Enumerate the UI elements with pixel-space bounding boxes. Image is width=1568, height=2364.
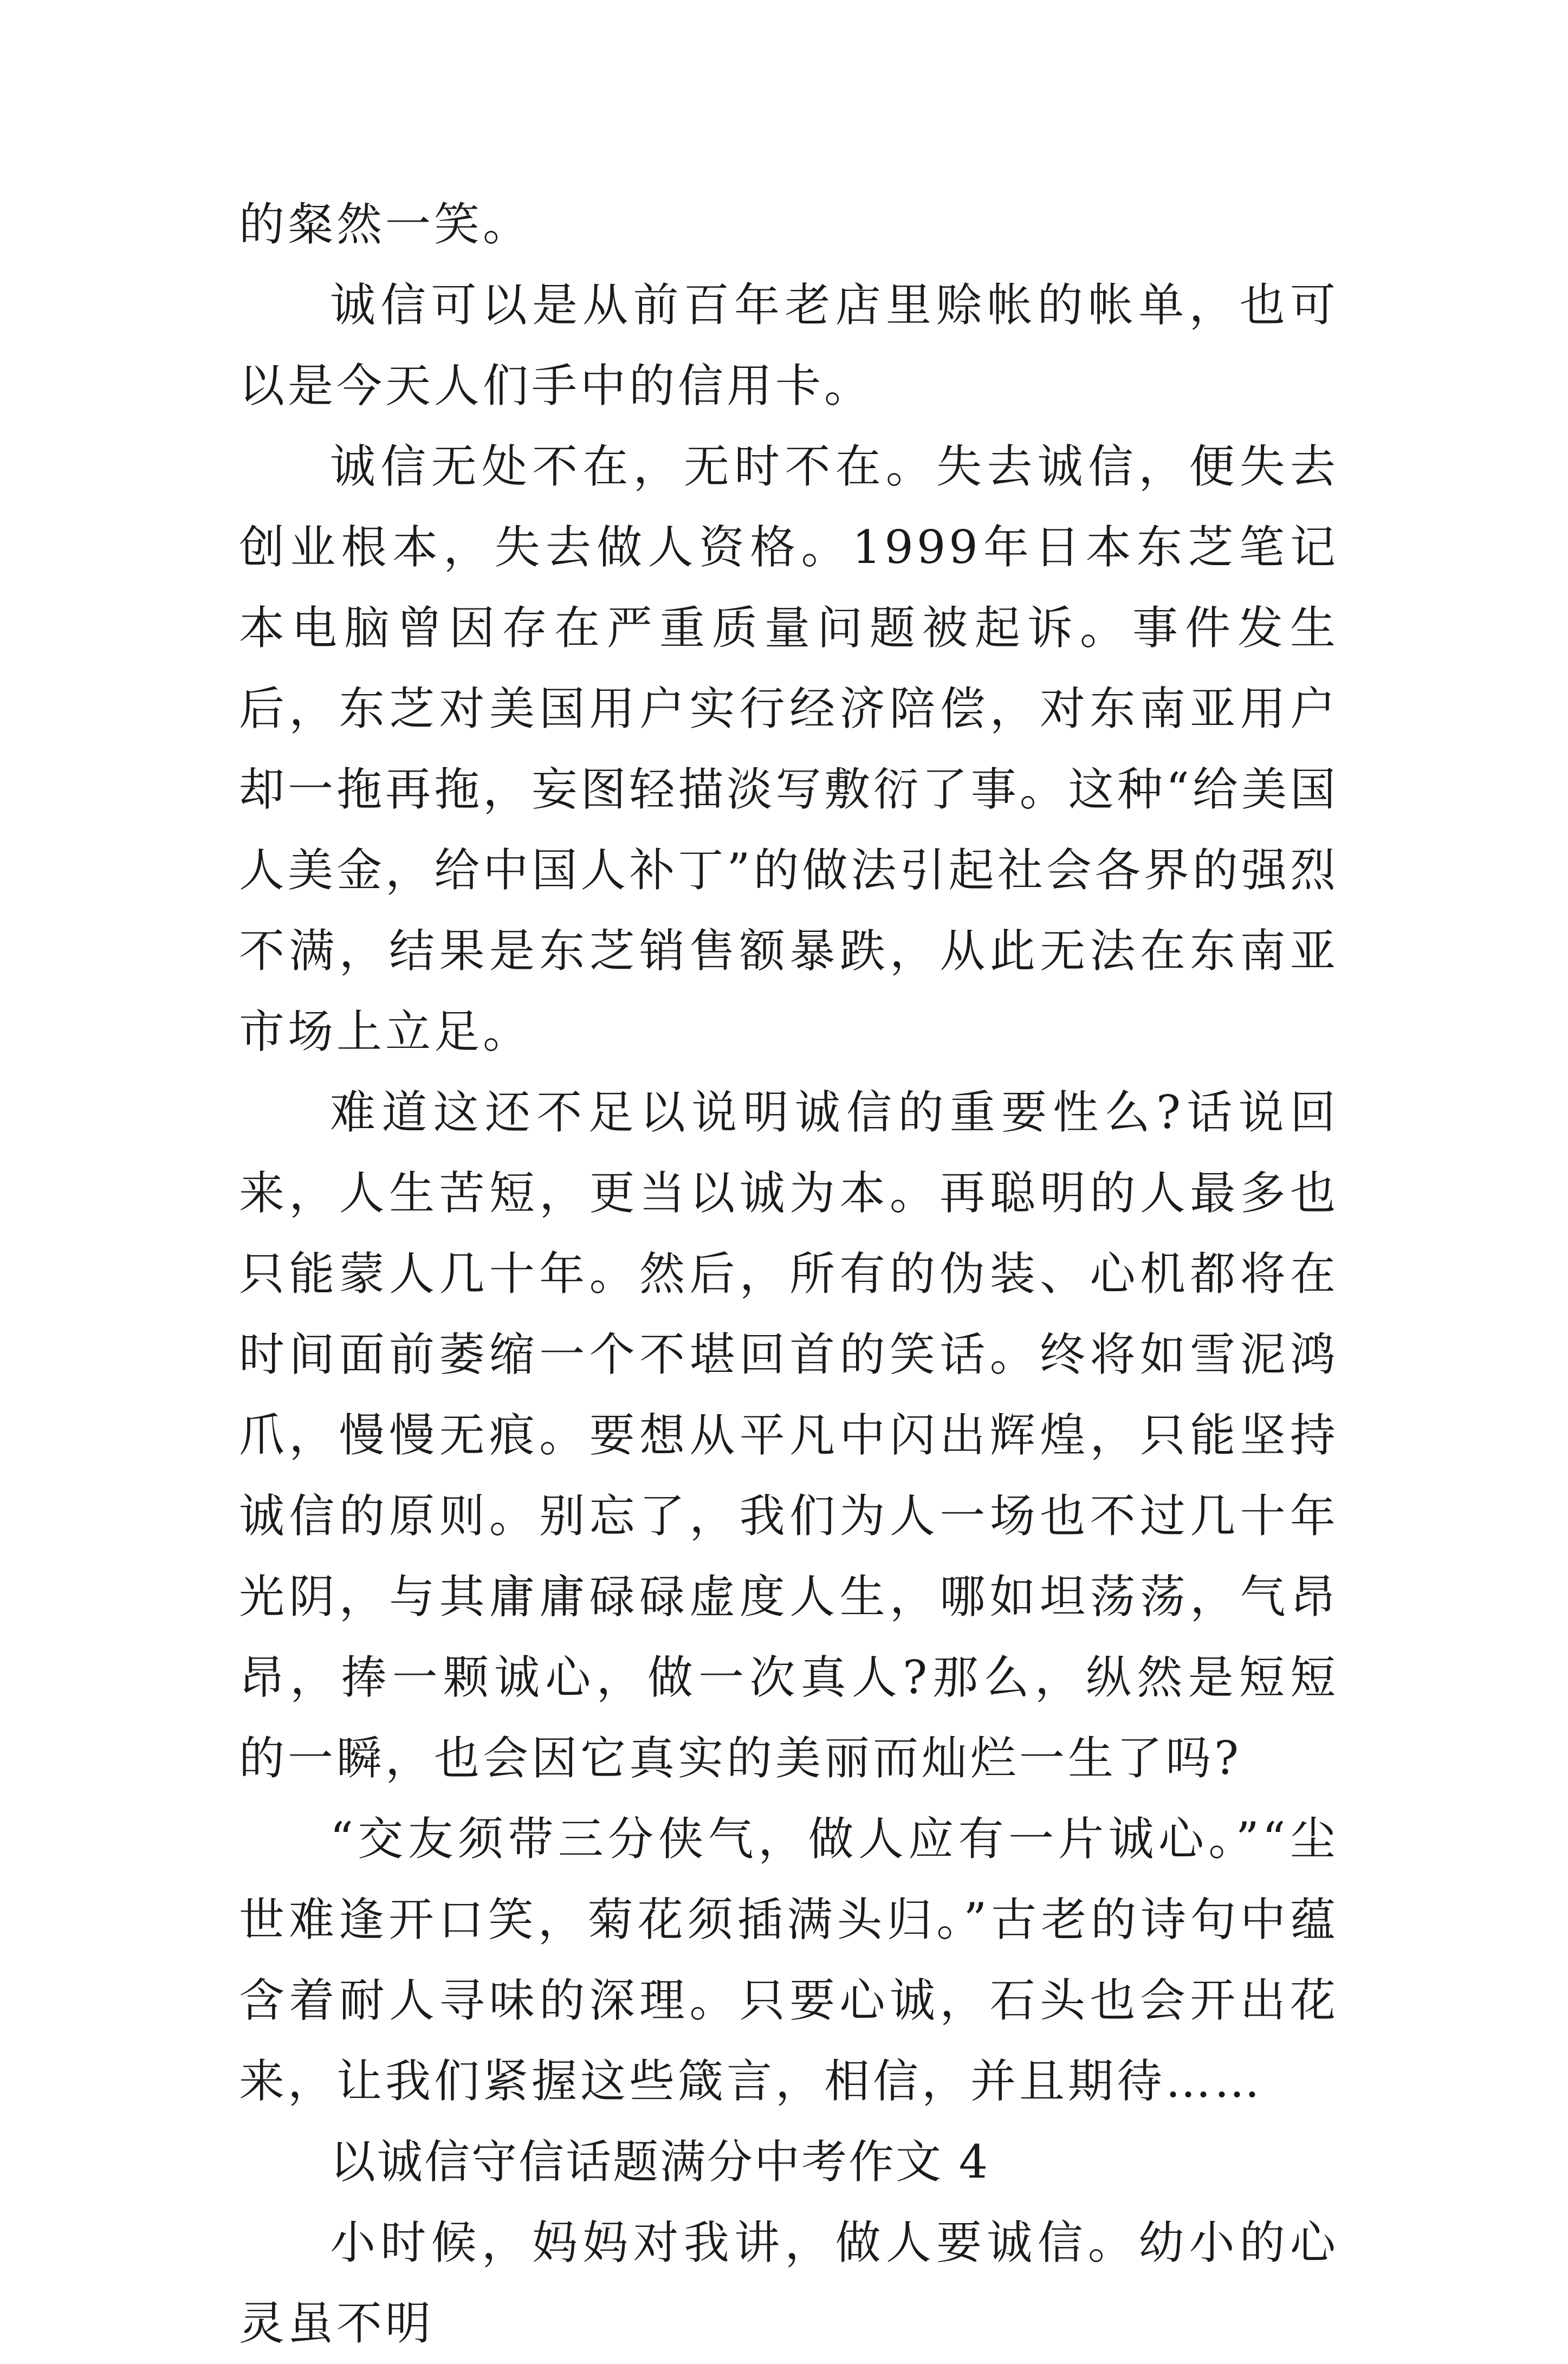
document-body [239,184,1339,2364]
paragraph-3: 诚信无处不在，无时不在。失去诚信，便失去创业根本，失去做人资格。1999年日本东芝笔记本电脑曾因存在严重质量问题被起诉。事件发生后，东芝对美国用户实行经济陪偿，对东南亚用户却一拖再拖，妄图轻描淡写敷衍了事。这种“给美国人美金，给中国人补丁”的做法引起社会各界的强烈不满，结果是东芝销售额暴跌，从此无法在东南亚市场上立足。 [239,440,1339,1058]
paragraph-5: “交友须带三分侠气，做人应有一片诚心。”“尘世难逢开口笑，菊花须插满头归。”古老的诗句中蕴含着耐人寻味的深理。只要心诚，石头也会开出花来，让我们紧握这些箴言，相信，并且期待…… [239,1812,1339,2108]
paragraph-2: 诚信可以是从前百年老店里赊帐的帐单，也可以是今天人们手中的信用卡。 [239,279,1339,412]
paragraph-6: 小时候，妈妈对我讲，做人要诚信。幼小的心灵虽不明 [239,2216,1339,2350]
paragraph-4: 难道这还不足以说明诚信的重要性么?话说回来，人生苦短，更当以诚为本。再聪明的人最多也只能蒙人几十年。然后，所有的伪装、心机都将在时间面前萎缩一个不堪回首的笑话。终将如雪泥鸿爪，慢慢无痕。要想从平凡中闪出辉煌，只能坚持诚信的原则。别忘了，我们为人一场也不过几十年光阴，与其庸庸碌碌虚度人生，哪如坦荡荡，气昂昂，捧一颗诚心，做一次真人?那么，纵然是短短的一瞬，也会因它真实的美丽而灿烂一生了吗? [239,1086,1339,1785]
section-heading: 以诚信守信话题满分中考作文 4 [330,2135,990,2188]
paragraph-1: 的粲然一笑。 [239,198,532,251]
